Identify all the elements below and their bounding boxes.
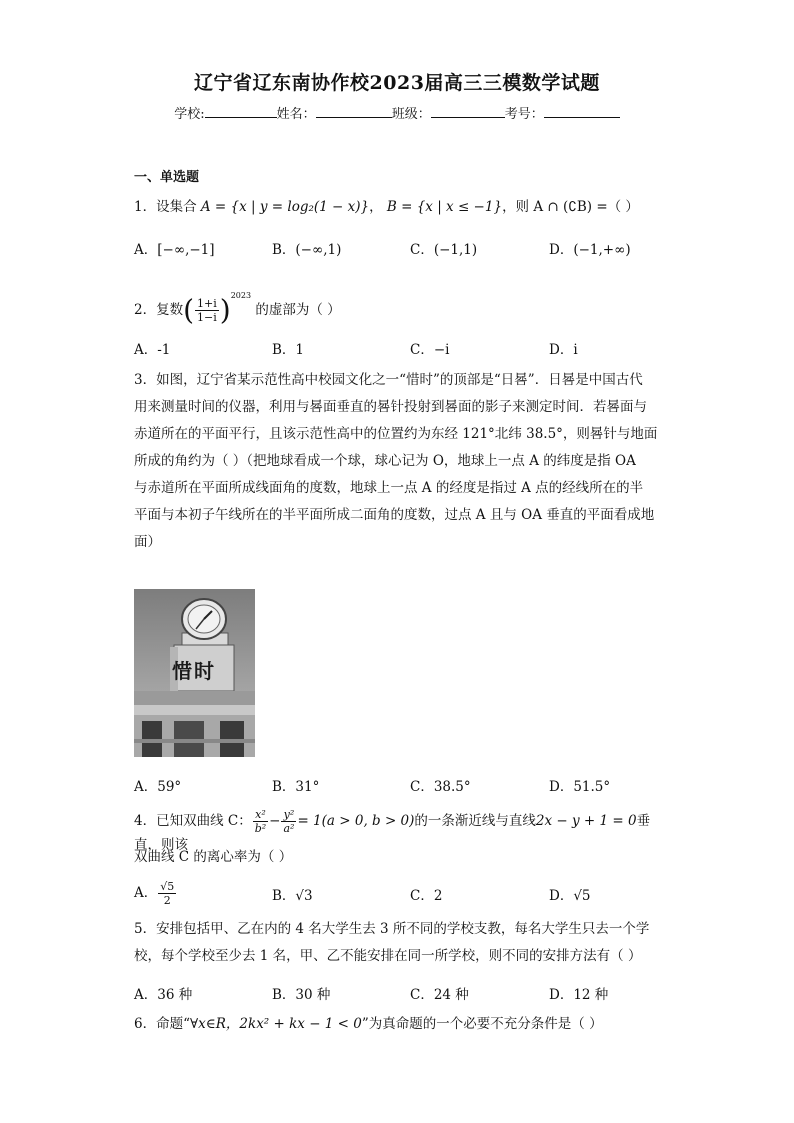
q2-option-c[interactable]: C．−i <box>410 342 450 358</box>
q1-suffix: ，则 A ∩ (∁B) =（ ） <box>502 199 639 215</box>
q1-option-c[interactable]: C．(−1,1) <box>410 242 478 258</box>
question-1 <box>134 197 639 217</box>
q5-option-a[interactable]: A．36 种 <box>134 987 193 1003</box>
number-blank[interactable] <box>544 105 620 118</box>
q4-mid: 的一条渐近线与直线 <box>414 813 536 829</box>
q4-line2: 双曲线 C 的离心率为（ ） <box>134 849 293 865</box>
q4-option-a-frac <box>158 880 176 907</box>
q5-line1: 5．安排包括甲、乙在内的 4 名大学生去 3 所不同的学校支教，每名大学生只去一个学 <box>134 921 650 937</box>
q2-denominator: 1−i <box>197 311 217 324</box>
question-4: 4．已知双曲线 C： $\frac{\text{x²}}{\text{b²}}$ − $\frac{\text{y²}}{\text{a²}}$ = 1(a > 0, b > 0)的一条渐近线与直线2x − y + 1 = 0垂直，则该 <box>134 808 651 853</box>
question-6 <box>134 1014 603 1034</box>
q5-option-d[interactable]: D．12 种 <box>549 987 609 1003</box>
q6-expression: ∀x∈R，2kx² + kx − 1 < 0 <box>190 1016 362 1032</box>
q2-option-b[interactable]: B．1 <box>272 342 305 358</box>
q4-option-a[interactable] <box>134 880 177 907</box>
q4-option-a-label: A． <box>134 885 158 901</box>
q3-option-b[interactable]: B．31° <box>272 779 320 795</box>
q2-right-paren: ) <box>219 293 231 327</box>
q4-frac-y <box>281 808 296 835</box>
q2-exponent: 2023 <box>230 291 252 300</box>
q4-line-eq: 2x − y + 1 = 0 <box>535 813 637 829</box>
q3-line: 所成的角约为（ ）（把地球看成一个球，球心记为 O，地球上一点 A 的纬度是指 OA <box>134 453 636 469</box>
school-label: 学校: <box>174 107 205 122</box>
q4-option-b[interactable]: B．√3 <box>272 888 313 904</box>
q1-set-b: B = {x | x ≤ −1} <box>386 199 503 215</box>
q4-option-a-den: 2 <box>163 894 171 907</box>
student-info-line <box>0 103 794 122</box>
q2-fraction <box>195 297 219 324</box>
question-5 <box>134 916 664 970</box>
school-blank[interactable] <box>205 105 277 118</box>
q4-x2: x² <box>253 808 268 822</box>
number-label: 考号： <box>504 107 544 122</box>
q2-left-paren: ( <box>183 293 195 327</box>
q4-option-a-num: √5 <box>160 880 175 893</box>
q1-set-a: A = {x | y = log₂(1 − x)} <box>200 199 370 215</box>
class-blank[interactable] <box>431 105 505 118</box>
q5-option-c[interactable]: C．24 种 <box>410 987 469 1003</box>
q3-option-d[interactable]: D．51.5° <box>549 779 611 795</box>
q2-numerator: 1+i <box>197 297 217 310</box>
q4-condition: = 1(a > 0, b > 0) <box>297 813 415 829</box>
q3-line: 平面与本初子午线所在的半平面所成二面角的度数，过点 A 且与 OA 垂直的平面看成地 <box>134 507 655 523</box>
q2-option-a[interactable]: A．-1 <box>134 342 171 358</box>
q4-option-d[interactable]: D．√5 <box>549 888 591 904</box>
section-heading: 一、单选题 <box>134 170 200 185</box>
q3-line: 赤道所在的平面平行，且该示范性高中的位置约为东经 121°北纬 38.5°，则晷针与地面 <box>134 426 658 442</box>
sundial-sign-text: 惜时 <box>172 659 216 683</box>
q4-y2: y² <box>281 808 296 822</box>
question-3 <box>134 367 664 556</box>
q4-b2: b² <box>254 822 267 835</box>
q3-line: 面） <box>134 534 161 550</box>
exam-title: 辽宁省辽东南协作校2023届高三三模数学试题 <box>194 72 600 94</box>
q2-prefix: 2．复数 <box>134 302 184 318</box>
q3-option-c[interactable]: C．38.5° <box>410 779 471 795</box>
q5-line2: 校，每个学校至少去 1 名，甲、乙不能安排在同一所学校，则不同的安排方法有（ ） <box>134 948 642 964</box>
q1-option-a[interactable]: A．[−∞,−1] <box>134 242 215 258</box>
q1-sep: ， <box>369 199 383 215</box>
q4-frac-x <box>253 808 268 835</box>
q4-prefix: 4．已知双曲线 C： <box>134 813 252 829</box>
name-blank[interactable] <box>316 105 392 118</box>
q4-suffix: 垂直，则该 <box>134 813 651 853</box>
q3-line: 3．如图，辽宁省某示范性高中校园文化之一“惜时”的顶部是“日晷”．日晷是中国古代 <box>134 372 643 388</box>
class-label: 班级： <box>391 107 431 122</box>
q3-option-a[interactable]: A．59° <box>134 779 182 795</box>
q1-prefix: 1．设集合 <box>134 199 197 215</box>
q5-option-b[interactable]: B．30 种 <box>272 987 331 1003</box>
q4-a2: a² <box>283 822 295 835</box>
q3-line: 与赤道所在平面所成线面角的度数，地球上一点 A 的经度是指过 A 点的经线所在的半 <box>134 480 644 496</box>
q6-prefix: 6．命题“ <box>134 1016 190 1032</box>
q3-line: 用来测量时间的仪器，利用与晷面垂直的晷针投射到晷面的影子来测定时间．若晷面与 <box>134 399 647 415</box>
q1-option-b[interactable]: B．(−∞,1) <box>272 242 342 258</box>
sundial-photo <box>134 589 255 757</box>
q2-suffix: 的虚部为（ ） <box>255 302 341 318</box>
q6-suffix: ”为真命题的一个必要不充分条件是（ ） <box>361 1016 603 1032</box>
q2-option-d[interactable]: D．i <box>549 342 578 358</box>
name-label: 姓名： <box>276 107 316 122</box>
question-2 <box>134 286 341 325</box>
q4-option-c[interactable]: C．2 <box>410 888 443 904</box>
q1-option-d[interactable]: D．(−1,+∞) <box>549 242 631 258</box>
